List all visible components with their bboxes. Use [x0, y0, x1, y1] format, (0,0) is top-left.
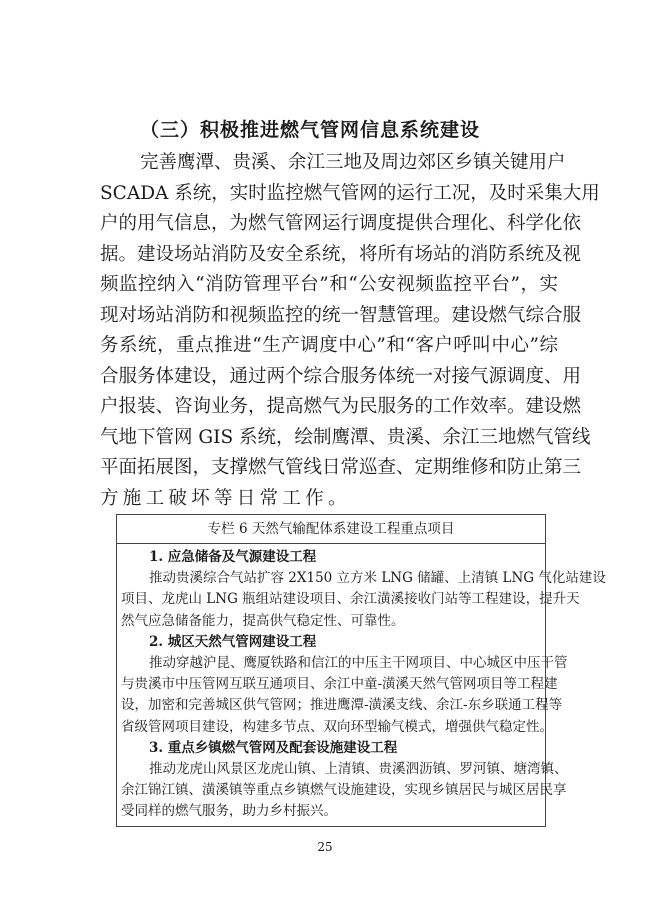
body-line: 户报装、咨询业务，提高燃气为民服务的工作效率。建设燃 — [100, 396, 582, 417]
body-line: 方施工破坏等日常工作。 — [100, 487, 351, 509]
box-line: 省级管网项目建设，构建多节点、双向环型输气模式，增强供气稳定性。 — [121, 718, 553, 735]
box-line: 项目、龙虎山 LNG 瓶组站建设项目、余江潢溪接收门站等工程建设，提升天 — [121, 591, 580, 608]
body-line: 现对场站消防和视频监控的统一智慧管理。建设燃气综合服 — [100, 304, 582, 326]
box-line: 受同样的燃气服务，助力乡村振兴。 — [121, 803, 337, 820]
body-line: 务系统，重点推进“生产调度中心”和“客户呼叫中心”综 — [100, 335, 558, 356]
feature-box-title: 专栏 6 天然气输配体系建设工程重点项目 — [117, 515, 545, 544]
body-line: 合服务体建设，通过两个综合服务体统一对接气源调度、用 — [100, 365, 582, 387]
box-line: 余江锦江镇、潢溪镇等重点乡镇燃气设施建设，实现乡镇居民与城区居民享 — [121, 782, 567, 799]
body-line: SCADA 系统，实时监控燃气管网的运行工况，及时采集大用 — [100, 182, 600, 204]
body-line: 频监控纳入“消防管理平台”和“公安视频监控平台”，实 — [100, 274, 558, 295]
project-subheading: 3. 重点乡镇燃气管网及配套设施建设工程 — [149, 739, 398, 756]
body-line: 气地下管网 GIS 系统，绘制鹰潭、贵溪、余江三地燃气管线 — [100, 426, 591, 448]
body-line: 完善鹰潭、贵溪、余江三地及周边郊区乡镇关键用户 — [140, 152, 566, 173]
box-line: 推动龙虎山风景区龙虎山镇、上清镇、贵溪泗沥镇、罗河镇、塘湾镇、 — [149, 760, 568, 777]
body-line: 据。建设场站消防及安全系统，将所有场站的消防系统及视 — [100, 243, 582, 265]
section-heading: （三）积极推进燃气管网信息系统建设 — [140, 119, 481, 141]
feature-box-body — [117, 544, 606, 822]
project-subheading: 1. 应急储备及气源建设工程 — [149, 549, 317, 565]
body-paragraph — [100, 148, 600, 514]
body-line: 户的用气信息，为燃气管网运行调度提供合理化、科学化依 — [100, 213, 582, 234]
box-line: 设，加密和完善城区供气管网；推进鹰潭-潢溪支线、余江-东乡联通工程等 — [121, 697, 563, 714]
project-subheading: 2. 城区天然气管网建设工程 — [149, 633, 317, 650]
feature-box — [116, 514, 606, 827]
page-number: 25 — [317, 840, 333, 854]
box-line: 推动贵溪综合气站扩容 2X150 立方米 LNG 储罐、上清镇 LNG 气化站建设 — [149, 570, 606, 587]
box-line: 与贵溪市中压管网互联互通项目、余江中童-潢溪天然气管网项目等工程建 — [121, 676, 558, 693]
body-line: 平面拓展图，支撑燃气管线日常巡查、定期维修和防止第三 — [100, 457, 582, 478]
box-line: 然气应急储备能力，提高供气稳定性、可靠性。 — [121, 612, 405, 629]
box-line: 推动穿越沪昆、鹰厦铁路和信江的中压主干网项目、中心城区中压干管 — [149, 654, 568, 671]
